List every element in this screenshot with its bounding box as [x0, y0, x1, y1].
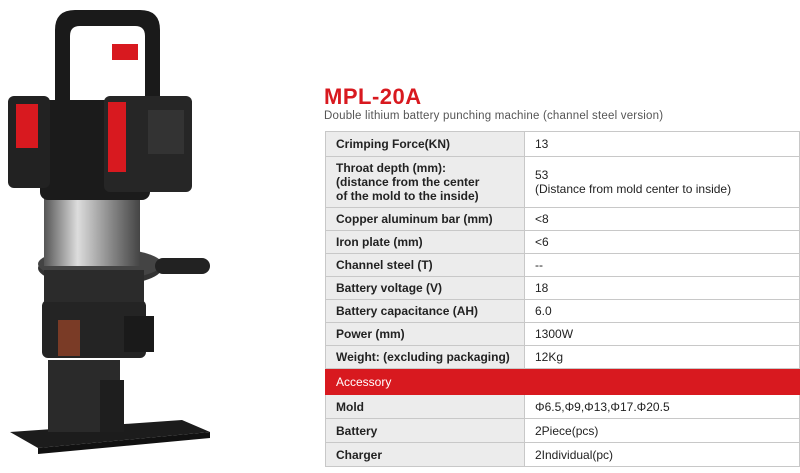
spec-value: 18 [525, 277, 800, 300]
accessory-value: 2Individual(pc) [525, 443, 800, 467]
spec-label: Channel steel (T) [326, 254, 525, 277]
accessory-label: Mold [326, 395, 525, 419]
accessory-header-row [326, 369, 800, 395]
accessory-label: Battery [326, 419, 525, 443]
spec-value: 6.0 [525, 300, 800, 323]
spec-row-iron-plate [326, 231, 800, 254]
spec-value: 13 [525, 132, 800, 157]
accessory-value: Φ6.5,Φ9,Φ13,Φ17.Φ20.5 [525, 395, 800, 419]
accessory-row-charger [326, 443, 800, 467]
spec-row-crimping-force [326, 132, 800, 157]
spec-row-throat-depth [326, 157, 800, 208]
spec-row-copper-aluminum-bar [326, 208, 800, 231]
spec-row-power [326, 323, 800, 346]
model-title: MPL-20A [324, 84, 422, 109]
spec-label: Copper aluminum bar (mm) [326, 208, 525, 231]
spec-label: Crimping Force(KN) [326, 132, 525, 157]
spec-value: 12Kg [525, 346, 800, 369]
spec-label: Throat depth (mm): (distance from the center of the mold to the inside) [326, 157, 525, 208]
accessory-row-mold [326, 395, 800, 419]
spec-label: Weight: (excluding packaging) [326, 346, 525, 369]
accessory-row-battery [326, 419, 800, 443]
spec-value: 53 (Distance from mold center to inside) [525, 157, 800, 208]
accessory-value: 2Piece(pcs) [525, 419, 800, 443]
spec-row-channel-steel [326, 254, 800, 277]
spec-label: Iron plate (mm) [326, 231, 525, 254]
spec-table [325, 131, 800, 467]
spec-value: <6 [525, 231, 800, 254]
accessory-label: Charger [326, 443, 525, 467]
spec-label: Power (mm) [326, 323, 525, 346]
accessory-heading: Accessory [326, 369, 800, 395]
spec-value: 1300W [525, 323, 800, 346]
spec-row-battery-capacitance [326, 300, 800, 323]
spec-row-weight [326, 346, 800, 369]
spec-value: -- [525, 254, 800, 277]
spec-label: Battery capacitance (AH) [326, 300, 525, 323]
spec-value: <8 [525, 208, 800, 231]
product-subtitle: Double lithium battery punching machine (channel steel version) [324, 110, 664, 122]
spec-row-battery-voltage [326, 277, 800, 300]
spec-label: Battery voltage (V) [326, 277, 525, 300]
battery-punching-machine-image [0, 0, 250, 473]
